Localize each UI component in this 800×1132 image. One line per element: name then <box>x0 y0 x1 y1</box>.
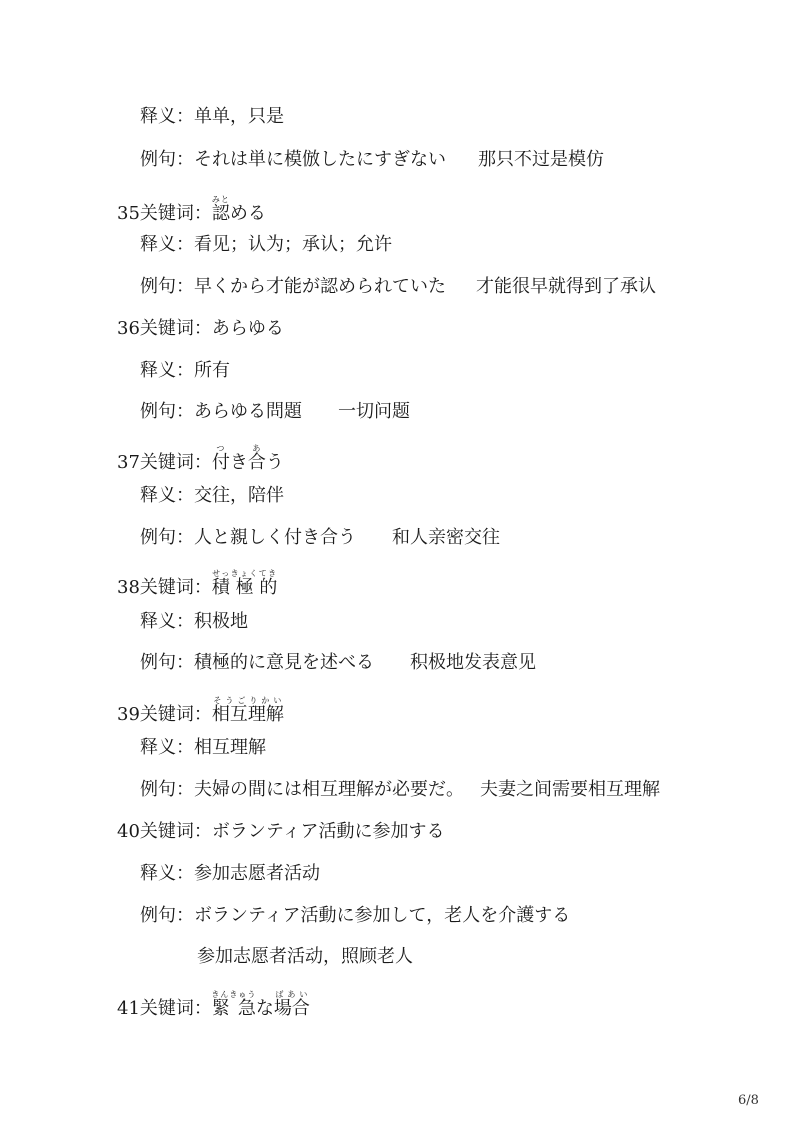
meaning-text: 交往，陪伴 <box>194 485 284 506</box>
example-japanese: 早くから才能が認められていた <box>194 276 446 297</box>
page-number: 6/8 <box>738 1093 759 1108</box>
example-japanese: それは単に模倣したにすぎない <box>194 149 446 170</box>
keyword-line-40 <box>117 820 444 844</box>
example-label: 例句： <box>140 149 194 170</box>
example-translation-line <box>197 945 413 969</box>
keyword-line-36 <box>117 317 284 341</box>
meaning-line <box>140 484 284 508</box>
example-line <box>140 526 500 550</box>
meaning-label: 释义： <box>140 611 194 632</box>
example-chinese: 一切问题 <box>338 401 410 422</box>
example-japanese: 人と親しく付き合う <box>194 527 356 548</box>
example-japanese: 積極的に意見を述べる <box>194 652 374 673</box>
example-line <box>140 778 660 802</box>
keyword: ボランティア活動に参加する <box>211 821 445 842</box>
example-label: 例句： <box>140 905 194 926</box>
example-japanese: あらゆる問題 <box>194 401 302 422</box>
meaning-label: 释义： <box>140 106 194 127</box>
meaning-label: 释义： <box>140 485 194 506</box>
example-label: 例句： <box>140 652 194 673</box>
keyword: 付つき合あう <box>211 444 284 473</box>
keyword-label: 关键词： <box>139 998 212 1019</box>
example-japanese: ボランティア活動に参加して，老人を介護する <box>194 905 571 926</box>
entry-number: 38 <box>117 577 140 598</box>
keyword-label: 关键词： <box>139 452 212 473</box>
meaning-line <box>140 105 284 129</box>
entry-number: 39 <box>117 704 140 725</box>
keyword: 相互理解そうごりかい <box>211 696 284 725</box>
example-line <box>140 275 656 299</box>
meaning-text: 积极地 <box>194 611 248 632</box>
example-chinese: 夫妻之间需要相互理解 <box>480 779 660 800</box>
example-chinese: 参加志愿者活动，照顾老人 <box>197 946 413 967</box>
entry-number: 41 <box>117 998 140 1019</box>
example-line <box>140 651 536 675</box>
entry-number: 36 <box>117 318 140 339</box>
meaning-line <box>140 610 248 634</box>
example-line <box>140 148 604 172</box>
example-chinese: 积极地发表意见 <box>410 652 536 673</box>
example-label: 例句： <box>140 779 194 800</box>
example-line <box>140 400 410 424</box>
entry-number: 35 <box>117 203 140 224</box>
meaning-line <box>140 862 320 886</box>
meaning-text: 相互理解 <box>194 737 266 758</box>
entry-number: 40 <box>117 821 140 842</box>
keyword-label: 关键词： <box>139 318 212 339</box>
example-label: 例句： <box>140 527 194 548</box>
keyword-label: 关键词： <box>139 577 212 598</box>
example-chinese: 那只不过是模仿 <box>478 149 604 170</box>
example-chinese: 和人亲密交往 <box>392 527 500 548</box>
meaning-text: 参加志愿者活动 <box>194 863 320 884</box>
meaning-text: 所有 <box>194 360 230 381</box>
keyword-label: 关键词： <box>139 821 212 842</box>
meaning-line <box>140 233 392 257</box>
meaning-text: 单单，只是 <box>194 106 284 127</box>
keyword-line-35 <box>117 195 266 226</box>
meaning-text: 看见；认为；承认；允许 <box>194 234 392 255</box>
keyword: 積 極 的せっきょくてき <box>211 569 278 598</box>
keyword-line-39 <box>117 696 284 727</box>
example-line <box>140 904 570 928</box>
meaning-line <box>140 736 266 760</box>
keyword: あらゆる <box>211 318 284 339</box>
entry-number: 37 <box>117 452 140 473</box>
keyword: 緊 急きんきゅうな場合ばあい <box>211 990 310 1019</box>
example-chinese: 才能很早就得到了承认 <box>476 276 656 297</box>
keyword: 認みとめる <box>211 195 266 224</box>
example-label: 例句： <box>140 401 194 422</box>
keyword-line-37 <box>117 444 284 475</box>
meaning-line <box>140 359 230 383</box>
keyword-line-38 <box>117 569 277 600</box>
meaning-label: 释义： <box>140 863 194 884</box>
keyword-label: 关键词： <box>139 203 212 224</box>
keyword-label: 关键词： <box>139 704 212 725</box>
example-japanese: 夫婦の間には相互理解が必要だ。 <box>194 779 464 800</box>
meaning-label: 释义： <box>140 234 194 255</box>
example-label: 例句： <box>140 276 194 297</box>
meaning-label: 释义： <box>140 737 194 758</box>
meaning-label: 释义： <box>140 360 194 381</box>
keyword-line-41 <box>117 990 310 1021</box>
